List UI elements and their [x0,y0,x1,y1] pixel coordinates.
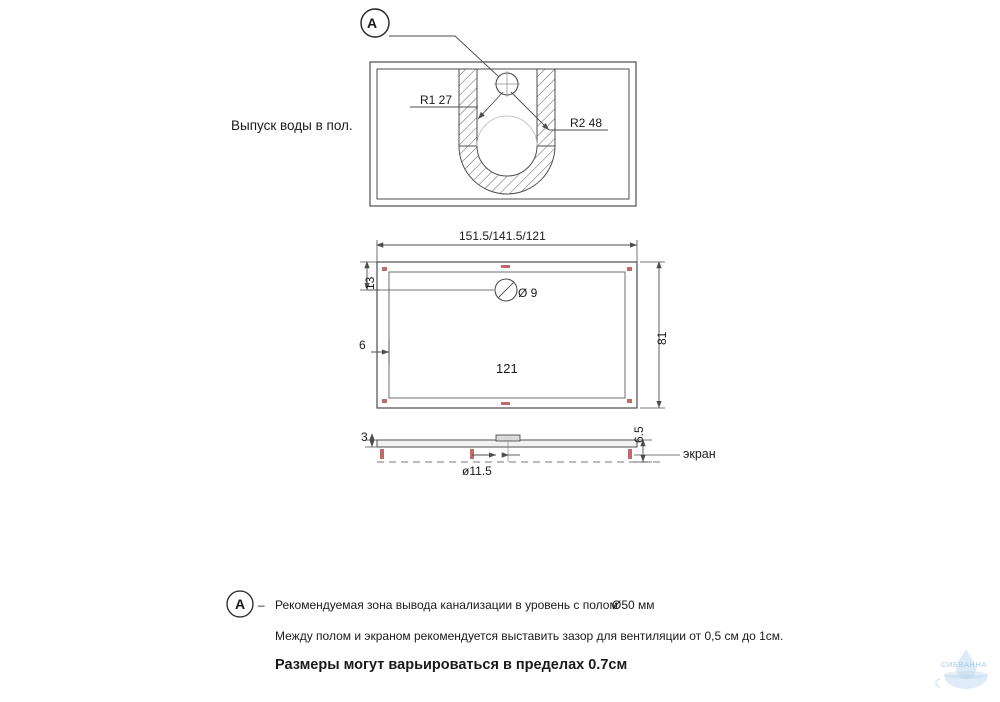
watermark-brand-text: СИБВАННА [940,660,988,669]
detail-inner-radius-arc [477,116,537,146]
plan-left-offset-dim: 6 [359,338,366,352]
screen-label: экран [683,447,716,461]
note-line-1-dim: Ø50 мм [612,598,655,612]
section-height-dim: 6.5 [632,426,646,443]
section-leg-markers [380,449,632,459]
plan-width-dim: 151.5/141.5/121 [459,229,546,243]
radius-inner-label: R1 27 [420,93,453,107]
radius-outer-label: R2 48 [570,116,603,130]
detail-hatched-annulus-lower [459,146,555,194]
detail-hatched-band-right [537,69,555,146]
detail-callout-leader [389,36,513,90]
bathtub-rim-icon [944,671,988,679]
watermark-logo [932,645,996,697]
detail-r1-leader [478,92,503,119]
note-line-3: Размеры могут варьироваться в пределах 0.7см [275,657,628,673]
detail-view-group [361,9,636,206]
detail-callout-letter: A [367,15,378,31]
detail-hatched-band-left [459,69,477,146]
notes-dash: – [258,598,265,612]
plan-view-group [360,240,665,408]
section-drain-block [496,435,520,441]
plan-drain-dim: Ø 9 [518,286,538,300]
note-line-2: Между полом и экраном рекомендуется выставить зазор для вентиляции от 0,5 см до 1см. [275,629,784,643]
section-thickness-dim: 3 [361,430,368,444]
section-drain-dim: ø11.5 [462,464,492,478]
plan-height-dim: 81 [655,331,669,345]
bathtub-handle-icon [936,679,940,687]
water-outlet-label: Выпуск воды в пол. [231,118,353,133]
plan-inner-width-dim: 121 [496,361,518,376]
plan-top-offset-dim: 13 [363,276,377,290]
watermark-vector [932,645,996,697]
note-line-1: Рекомендуемая зона вывода канализации в уровень с полом [275,598,618,612]
notes-callout-letter: A [235,596,246,612]
